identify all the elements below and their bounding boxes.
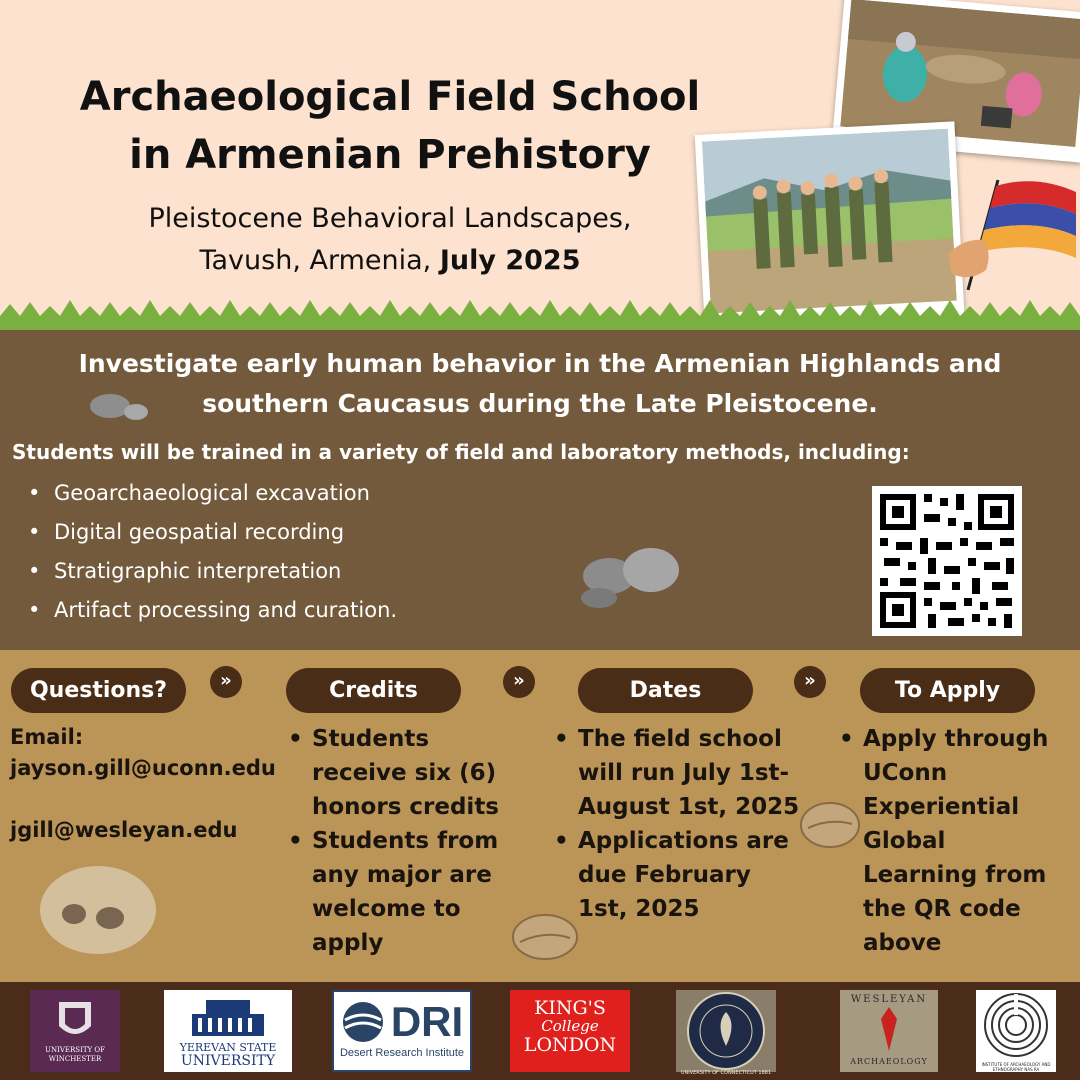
list-item: • Applications are due February 1st, 2025 — [552, 824, 802, 926]
uconn-seal-icon — [685, 990, 767, 1072]
building-icon — [188, 994, 268, 1038]
team-photo-image — [702, 129, 957, 314]
methods-list — [22, 474, 397, 630]
cardinal-icon — [869, 1005, 909, 1053]
email-link-uconn[interactable]: jayson.gill@uconn.edu — [10, 756, 276, 780]
list-item: • Stratigraphic interpretation — [22, 552, 397, 591]
dates-heading: Dates — [578, 668, 753, 713]
qr-code-icon — [872, 486, 1022, 636]
institute-archaeology-ethnography-logo: INSTITUTE OF ARCHAEOLOGY AND ETHNOGRAPHY NAS RA — [976, 990, 1056, 1072]
dri-wave-icon — [341, 1000, 385, 1044]
credits-column — [286, 722, 516, 960]
grass-divider — [0, 300, 1080, 332]
list-item: • Students receive six (6) honors credits — [286, 722, 516, 824]
armenian-flag-icon — [940, 170, 1080, 300]
email-label: Email: — [10, 725, 84, 749]
winchester-logo: UNIVERSITY OF WINCHESTER — [30, 990, 120, 1072]
labyrinth-icon — [983, 992, 1049, 1058]
methods-intro: Students will be trained in a variety of field and laboratory methods, including: — [12, 440, 910, 464]
questions-heading: Questions? — [11, 668, 186, 713]
intro-headline: Investigate early human behavior in the Armenian Highlands and southern Caucasus during the Late Pleistocene. — [78, 349, 1002, 418]
details-section — [0, 650, 1080, 982]
list-item: • Students from any major are welcome to apply — [286, 824, 516, 960]
skull-icon — [34, 858, 164, 968]
rocks-icon — [86, 382, 156, 424]
questions-column — [10, 722, 290, 846]
wesleyan-archaeology-logo: WESLEYAN ARCHAEOLOGY — [840, 990, 938, 1072]
email-link-wesleyan[interactable]: jgill@wesleyan.edu — [10, 818, 238, 842]
partner-logos — [0, 982, 1080, 1080]
rocks-icon — [575, 542, 685, 612]
kings-college-london-logo: KING'S College LONDON — [510, 990, 630, 1072]
list-item: • Apply through UConn Experiential Global Learning from the QR code above — [837, 722, 1067, 960]
page-subtitle: Pleistocene Behavioral Landscapes, Tavush, Armenia, July 2025 — [148, 203, 632, 276]
page-title: Archaeological Field School in Armenian Prehistory — [79, 74, 701, 178]
desert-research-institute-logo: DRI Desert Research Institute — [332, 990, 472, 1072]
list-item: • Artifact processing and curation. — [22, 591, 397, 630]
qr-code[interactable] — [872, 486, 1022, 636]
crest-icon — [55, 998, 95, 1042]
uconn-seal-text: UNIVERSITY OF CONNECTICUT 1881 — [680, 1070, 772, 1076]
header-section — [0, 0, 1080, 330]
chevron-right-icon: » — [503, 666, 535, 698]
apply-heading: To Apply — [860, 668, 1035, 713]
chevron-right-icon: » — [794, 666, 826, 698]
list-item: • The field school will run July 1st-August 1st, 2025 — [552, 722, 802, 824]
credits-heading: Credits — [286, 668, 461, 713]
leaf-fossil-icon — [510, 910, 580, 964]
apply-column — [837, 722, 1067, 960]
list-item: • Geoarchaeological excavation — [22, 474, 397, 513]
chevron-right-icon: » — [210, 666, 242, 698]
yerevan-state-university-logo: YEREVAN STATE UNIVERSITY — [164, 990, 292, 1072]
dates-column — [552, 722, 802, 926]
list-item: • Digital geospatial recording — [22, 513, 397, 552]
leaf-fossil-icon — [798, 798, 862, 852]
uconn-logo — [676, 990, 776, 1072]
